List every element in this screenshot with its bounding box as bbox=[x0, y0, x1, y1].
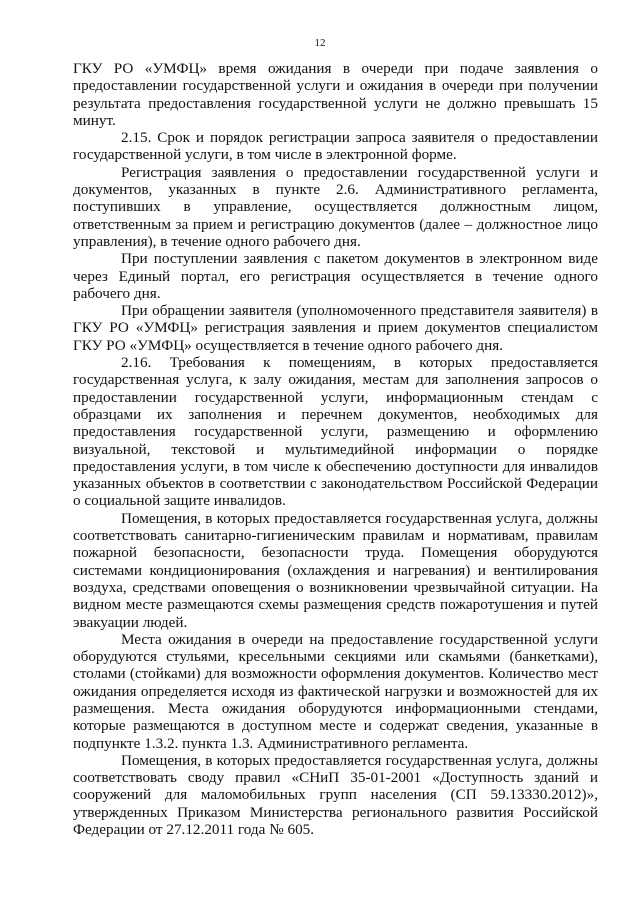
document-body bbox=[73, 60, 598, 838]
paragraph-registration-umfc: При обращении заявителя (уполномоченного представителя заявителя) в ГКУ РО «УМФЦ» регистрация заявления и прием документов специалистом ГКУ РО «УМФЦ» осуществляется в течение одного рабочего дня. bbox=[73, 302, 598, 354]
paragraph-section-2-16-heading: 2.16. Требования к помещениям, в которых предоставляется государственная услуга, к залу ожидания, местам для заполнения запросов о предоставлении государственной услуги, информационным стендам с образцами их заполнения и перечнем документов, необходимых для предоставления государственной услуги, размещению и оформлению визуальной, текстовой и мультимедийной информации о порядке предоставления услуги, в том числе к обеспечению доступности для инвалидов указанных объектов в соответствии с законодательством Российской Федерации о социальной защите инвалидов. bbox=[73, 354, 598, 510]
paragraph-waiting-time-continuation: ГКУ РО «УМФЦ» время ожидания в очереди при подаче заявления о предоставлении государственной услуги и ожидания в очереди при получении результата предоставления государственной услуги не должно превышать 15 минут. bbox=[73, 60, 598, 129]
paragraph-waiting-areas: Места ожидания в очереди на предоставление государственной услуги оборудуются стульями, кресельными секциями или скамьями (банкетками), столами (стойками) для возможности оформления документов. Количество мест ожидания определяется исходя из фактической нагрузки и возможностей для их размещения. Места ожидания оборудуются информационными стендами, которые размещаются в доступном месте и содержат сведения, указанные в подпункте 1.3.2. пункта 1.3. Административного регламента. bbox=[73, 630, 598, 752]
paragraph-premises-requirements: Помещения, в которых предоставляется государственная услуга, должны соответствовать санитарно-гигиеническим правилам и нормативам, правилам пожарной безопасности, безопасности труда. Помещения оборудуются системами кондиционирования (охлаждения и нагревания) и вентилирования воздуха, средствами оповещения о возникновении чрезвычайной ситуации. На видном месте размещаются схемы размещения средств пожаротушения и путей эвакуации людей. bbox=[73, 509, 598, 631]
page-number: 12 bbox=[314, 37, 326, 49]
paragraph-registration-in-office: Регистрация заявления о предоставлении государственной услуги и документов, указанных в пункте 2.6. Административного регламента, поступивших в управление, осуществляется должностным лицом, ответственным за прием и регистрацию документов (далее – должностное лицо управления), в течение одного рабочего дня. bbox=[73, 163, 598, 250]
paragraph-accessibility-rules: Помещения, в которых предоставляется государственная услуга, должны соответствовать своду правил «СНиП 35-01-2001 «Доступность зданий и сооружений для маломобильных групп населения (СП 59.13330.2012)», утвержденных Приказом Министерства регионального развития Российской Федерации от 27.12.2011 года № 605. bbox=[73, 751, 598, 839]
paragraph-section-2-15-heading: 2.15. Срок и порядок регистрации запроса заявителя о предоставлении государственной услуги, в том числе в электронной форме. bbox=[73, 129, 598, 164]
paragraph-registration-electronic: При поступлении заявления с пакетом документов в электронном виде через Единый портал, его регистрация осуществляется в течение одного рабочего дня. bbox=[73, 250, 598, 302]
